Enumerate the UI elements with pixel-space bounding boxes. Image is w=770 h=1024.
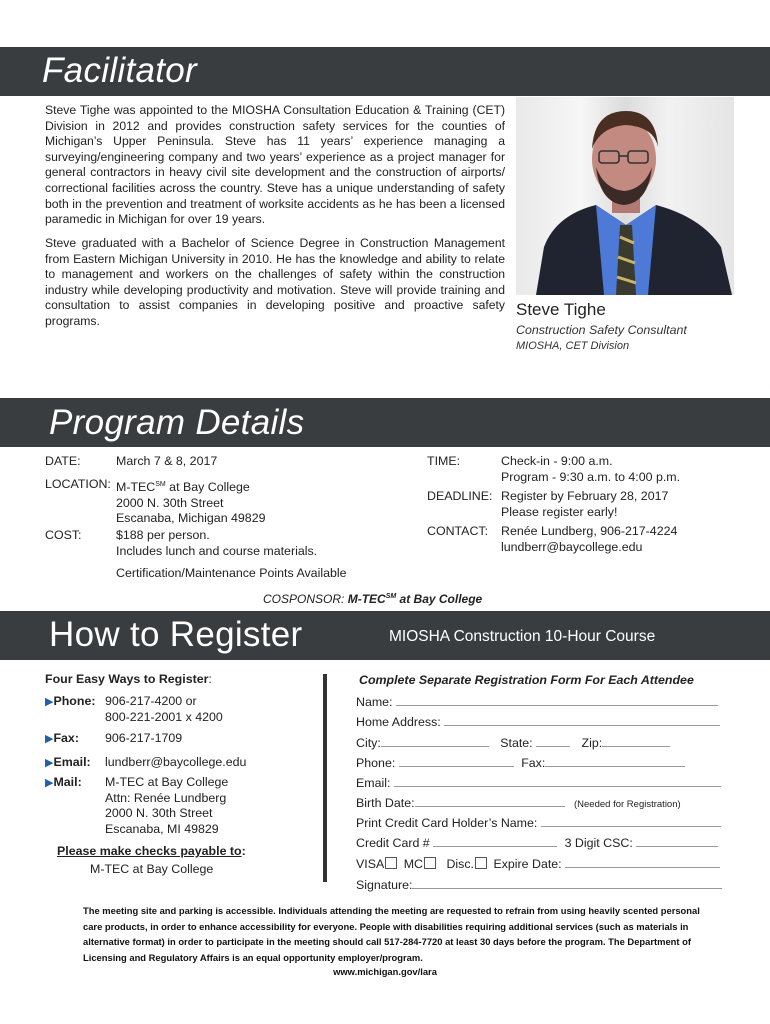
- date-value: March 7 & 8, 2017: [116, 454, 218, 468]
- mc-label: MC: [403, 857, 423, 871]
- ways-title-colon: :: [208, 672, 212, 686]
- checks-label-colon: :: [241, 844, 246, 858]
- visa-label: VISA: [356, 857, 385, 871]
- form-fax-field[interactable]: [545, 754, 685, 767]
- location-line2: 2000 N. 30th Street: [116, 495, 224, 510]
- time-label: TIME:: [427, 454, 461, 468]
- register-band: [0, 611, 770, 660]
- birth-date-field[interactable]: [415, 794, 565, 807]
- ways-title-text: Four Easy Ways to Register: [45, 672, 209, 686]
- form-card-row: [356, 834, 718, 850]
- deadline-label: DEADLINE:: [427, 489, 493, 503]
- cost-value: [116, 528, 317, 559]
- location-line3: Escanaba, Michigan 49829: [116, 511, 266, 526]
- location-label: LOCATION:: [45, 477, 111, 491]
- cosponsor-sup: SM: [385, 593, 397, 600]
- phone-line1: 906-217-4200 or: [105, 694, 197, 708]
- form-holder-row: [356, 814, 721, 830]
- facilitator-bio-1: Steve Tighe was appointed to the MIOSHA Consultation Education & Training (CET) Division in 2012 and provides construction safety services for the counties of Michigan’s Upper Peninsula. Steve has 11 years’ experience managing a surveying/engineering company and two years’ experience as a project manager for general contractors in heavy civil site development and the construction of airports/ correctional facilities across the country. Steve has a unique understanding of safety both in the prevention and treatment of worksite accidents as he has been a licensed paramedic in Michigan for over 19 years.: [45, 103, 505, 227]
- person-portrait-icon: [516, 97, 734, 295]
- time-line1: Check-in - 9:00 a.m.: [501, 454, 613, 468]
- facilitator-bio-2: Steve graduated with a Bachelor of Science Degree in Construction Management from Eastern Michigan University in 2010. He has the knowledge and ability to relate to management and workers on the challenges of safety within the construction industry while developing productivity and motivation. Steve will provide training and consultation to assist companies in developing positive and proactive safety programs.: [45, 236, 505, 328]
- mail-label: Mail:: [53, 775, 82, 789]
- time-line2: Program - 9:30 a.m. to 4:00 p.m.: [501, 469, 681, 484]
- cosponsor-label: COSPONSOR:: [263, 592, 345, 606]
- card-number-field[interactable]: [433, 834, 557, 847]
- course-name: MIOSHA Construction 10-Hour Course: [389, 628, 656, 645]
- state-field[interactable]: [536, 734, 570, 747]
- form-phone-label: Phone:: [356, 756, 396, 770]
- card-number-label: Credit Card #: [356, 836, 430, 850]
- location-sup: SM: [155, 481, 166, 488]
- fax-value: 906-217-1709: [105, 731, 183, 745]
- birth-note: (Needed for Registration): [574, 799, 681, 810]
- form-city-row: [356, 734, 670, 750]
- cost-line2: Includes lunch and course materials.: [116, 543, 318, 558]
- form-address-row: [356, 713, 720, 729]
- signature-field[interactable]: [412, 876, 722, 889]
- checks-payee: M-TEC at Bay College: [90, 862, 214, 876]
- name-label: Name:: [356, 695, 393, 709]
- city-label: City:: [356, 736, 381, 750]
- form-birth-row: [356, 794, 681, 810]
- arrow-right-icon: ▶: [45, 777, 54, 789]
- phone-line2: 800-221-2001 x 4200: [105, 709, 223, 724]
- mail-line1: M-TEC at Bay College: [105, 775, 229, 789]
- form-email-field[interactable]: [394, 774, 721, 787]
- signature-label: Signature:: [356, 878, 413, 892]
- csc-label: 3 Digit CSC:: [564, 836, 633, 850]
- contact-label: CONTACT:: [427, 524, 489, 538]
- state-label: State:: [500, 736, 533, 750]
- ways-title: [45, 672, 212, 686]
- date-label: DATE:: [45, 454, 81, 468]
- location-name-tail: at Bay College: [165, 480, 250, 495]
- program-band: [0, 398, 770, 447]
- arrow-right-icon: ▶: [45, 757, 54, 769]
- checks-label: [57, 844, 246, 858]
- cost-label: COST:: [45, 528, 82, 542]
- cosponsor-line: [263, 592, 482, 606]
- mail-values: [105, 775, 228, 837]
- city-field[interactable]: [381, 734, 489, 747]
- home-address-field[interactable]: [444, 713, 720, 726]
- disc-label: Disc.: [446, 857, 474, 871]
- form-email-label: Email:: [356, 776, 391, 790]
- location-value: [116, 477, 265, 527]
- cost-line1: $188 per person.: [116, 528, 210, 542]
- facilitator-band: [0, 47, 770, 96]
- form-cardtype-row: [356, 855, 720, 871]
- email-value[interactable]: lundberr@baycollege.edu: [105, 755, 247, 769]
- accessibility-notice: The meeting site and parking is accessible. Individuals attending the meeting are requested to refrain from using heavily scented personal care products, in order to enhance accessibility for everyone. People with disabilities requiring additional services (such as materials in alternative format) in order to participate in the meeting should call 517-284-7720 at least 30 days before the program. The Department of Licensing and Regulatory Affairs is an equal opportunity employer/program.: [83, 905, 700, 963]
- mc-checkbox[interactable]: [424, 857, 436, 869]
- name-field[interactable]: [396, 693, 718, 706]
- register-heading: How to Register: [49, 615, 303, 654]
- mail-line2: Attn: Renée Lundberg: [105, 790, 227, 805]
- arrow-right-icon: ▶: [45, 696, 54, 708]
- expire-field[interactable]: [565, 855, 720, 868]
- facilitator-title: Construction Safety Consultant: [516, 323, 687, 337]
- form-phone-field[interactable]: [399, 754, 514, 767]
- phone-values: [105, 694, 223, 725]
- form-fax-label: Fax:: [521, 756, 546, 770]
- time-value: [501, 454, 680, 485]
- program-heading: Program Details: [49, 403, 305, 442]
- cosponsor-name: M-TEC: [347, 592, 386, 606]
- facilitator-heading: Facilitator: [42, 51, 198, 90]
- zip-field[interactable]: [602, 734, 670, 747]
- fax-option: [45, 731, 79, 745]
- form-email-row: [356, 774, 721, 790]
- column-divider: [323, 674, 327, 882]
- disc-checkbox[interactable]: [475, 857, 487, 869]
- csc-field[interactable]: [636, 834, 718, 847]
- home-address-label: Home Address:: [356, 715, 441, 729]
- phone-label: Phone:: [53, 694, 96, 708]
- fax-label: Fax:: [53, 731, 79, 745]
- mail-line4: Escanaba, MI 49829: [105, 821, 219, 836]
- card-holder-field[interactable]: [541, 814, 721, 827]
- form-title: Complete Separate Registration Form For Each Attendee: [359, 673, 694, 687]
- cosponsor-tail: at Bay College: [396, 592, 483, 606]
- facilitator-photo: [516, 97, 734, 295]
- visa-checkbox[interactable]: [385, 857, 397, 869]
- form-name-row: [356, 693, 718, 709]
- expire-label: Expire Date:: [493, 857, 562, 871]
- arrow-right-icon: ▶: [45, 733, 54, 745]
- zip-label: Zip:: [581, 736, 603, 750]
- contact-email[interactable]: lundberr@baycollege.edu: [501, 539, 643, 554]
- card-holder-label: Print Credit Card Holder’s Name:: [356, 816, 538, 830]
- phone-option: [45, 694, 95, 708]
- checks-label-text: Please make checks payable to: [57, 844, 242, 858]
- deadline-value: [501, 489, 668, 520]
- mail-line3: 2000 N. 30th Street: [105, 806, 213, 821]
- contact-line1: Renée Lundberg, 906-217-4224: [501, 524, 678, 538]
- form-signature-row: [356, 876, 722, 892]
- contact-value: [501, 524, 677, 555]
- footer-url[interactable]: www.michigan.gov/lara: [333, 966, 437, 977]
- mail-option: [45, 775, 82, 789]
- deadline-line1: Register by February 28, 2017: [501, 489, 669, 503]
- certification-note: Certification/Maintenance Points Available: [116, 566, 347, 580]
- email-label: Email:: [53, 755, 91, 769]
- facilitator-org: MIOSHA, CET Division: [516, 340, 630, 352]
- facilitator-name: Steve Tighe: [516, 300, 606, 319]
- deadline-line2: Please register early!: [501, 504, 618, 519]
- form-phone-row: [356, 754, 685, 770]
- location-name: M-TEC: [116, 480, 156, 495]
- birth-date-label: Birth Date:: [356, 796, 415, 810]
- email-option: [45, 755, 91, 769]
